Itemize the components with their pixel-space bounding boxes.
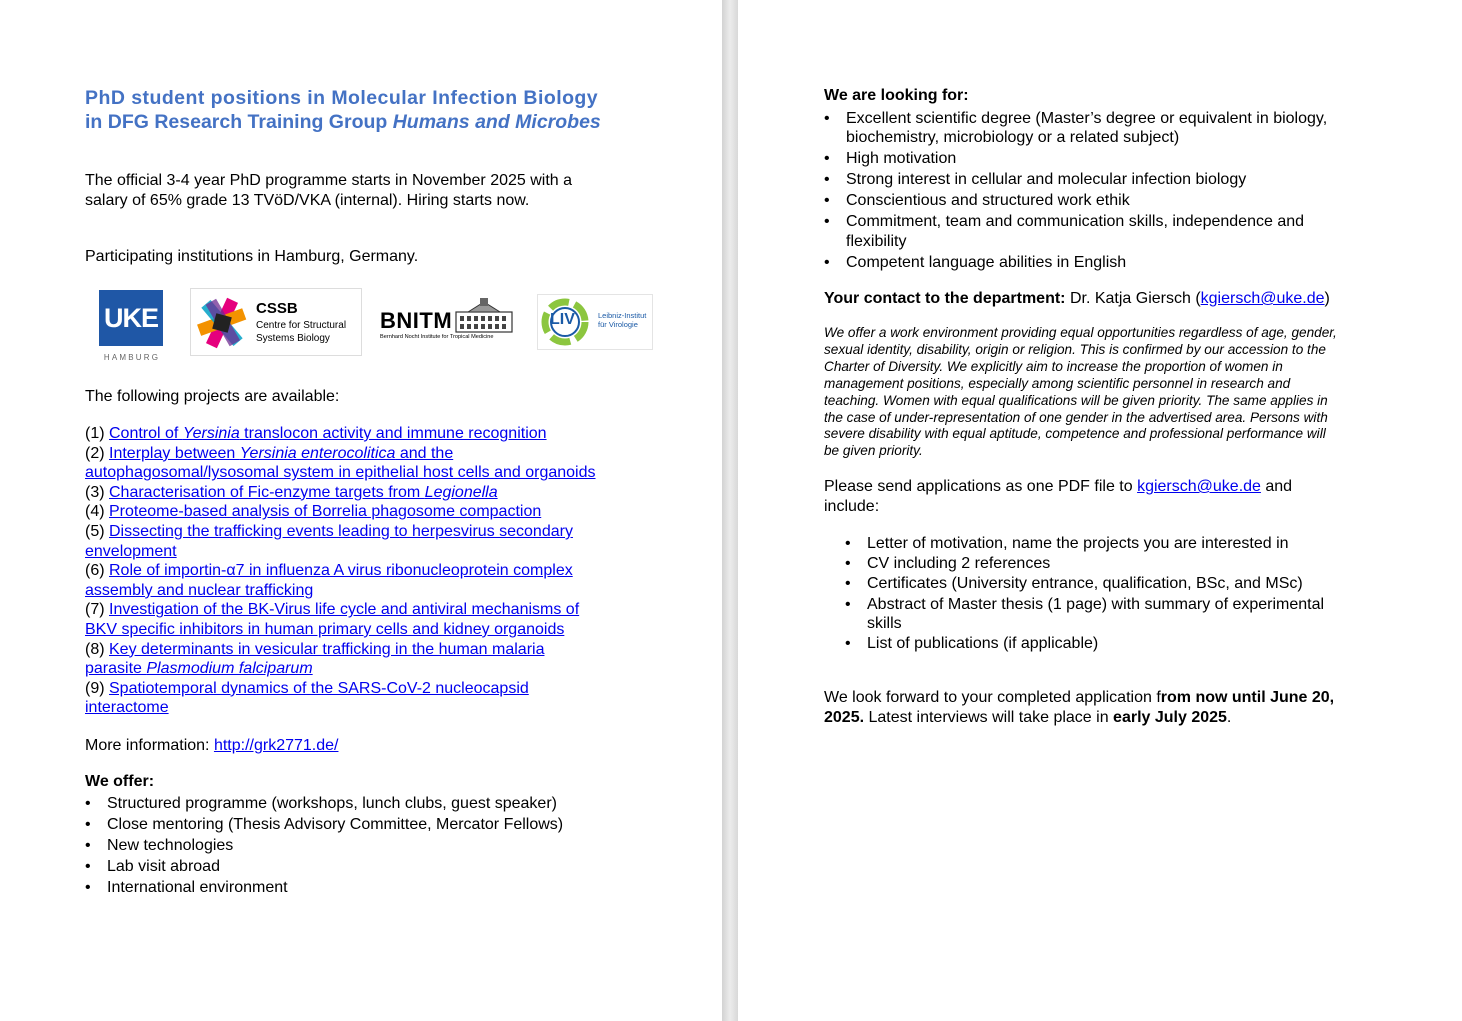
project-item: (5) Dissecting the trafficking events leading to herpesvirus secondary envelopment <box>85 522 573 560</box>
list-item: • List of publications (if applicable) <box>843 634 1403 654</box>
project-link[interactable]: Interplay between Yersinia enterocolitica and the <box>109 444 454 462</box>
apply-list <box>843 534 1403 654</box>
project-link[interactable]: Spatiotemporal dynamics of the SARS-CoV-2 nucleocapsid <box>109 679 529 697</box>
apply-email-link[interactable]: kgiersch@uke.de <box>1137 478 1261 495</box>
project-link-continued[interactable]: autophagosomal/lysosomal system in epithelial host cells and organoids <box>85 464 596 482</box>
contact-email-link[interactable]: kgiersch@uke.de <box>1200 290 1325 307</box>
project-link-continued[interactable]: parasite Plasmodium falciparum <box>85 660 313 678</box>
bnitm-building-icon <box>454 298 514 334</box>
project-item: (6) Role of importin-α7 in influenza A virus ribonucleoprotein complex assembly and nuclear trafficking <box>85 562 573 599</box>
list-item: • Close mentoring (Thesis Advisory Committee, Mercator Fellows) <box>85 815 685 835</box>
list-item: • Excellent scientific degree (Master’s degree or equivalent in biology, biochemistry, microbiology or a related subject) <box>824 109 1424 148</box>
intro-paragraph: The official 3-4 year PhD programme starts in November 2025 with a salary of 65% grade 13 TVöD/VKA (internal). Hiring starts now. <box>85 172 573 209</box>
page-title <box>85 86 645 134</box>
list-item: • Lab visit abroad <box>85 857 685 877</box>
bnitm-logo: BNITM Bernhard Nocht Institute for Tropical Medicine <box>378 296 516 346</box>
cssb-emblem-icon <box>196 296 248 350</box>
we-offer-section <box>85 772 685 897</box>
list-item: • CV including 2 references <box>843 554 1403 574</box>
title-line-2: in DFG Research Training Group Humans and Microbes <box>85 111 601 133</box>
list-item: • High motivation <box>824 149 1424 169</box>
apply-list-section <box>843 534 1403 654</box>
more-info: More information: http://grk2771.de/ <box>85 737 339 754</box>
list-item: • Commitment, team and communication skills, independence and flexibility <box>824 212 1424 251</box>
project-item: (8) Key determinants in vesicular trafficking in the human malaria parasite Plasmodium falciparum <box>85 640 545 678</box>
project-link[interactable]: Characterisation of Fic-enzyme targets from Legionella <box>109 483 498 501</box>
project-link-continued[interactable]: envelopment <box>85 542 177 560</box>
project-link[interactable]: Proteome-based analysis of Borrelia phagosome compaction <box>109 503 542 521</box>
project-item: (4) Proteome-based analysis of Borrelia phagosome compaction <box>85 503 542 521</box>
list-item: • Letter of motivation, name the projects you are interested in <box>843 534 1403 554</box>
list-item: • Strong interest in cellular and molecular infection biology <box>824 170 1424 190</box>
list-item: • Structured programme (workshops, lunch clubs, guest speaker) <box>85 794 685 814</box>
cssb-logo: CSSB Centre for Structural Systems Biology <box>190 288 362 356</box>
project-item: (1) Control of Yersinia translocon activity and immune recognition <box>85 425 547 442</box>
project-link-continued[interactable]: assembly and nuclear trafficking <box>85 581 314 599</box>
project-link[interactable]: Dissecting the trafficking events leading to herpesvirus secondary <box>109 522 573 540</box>
uke-logo: UKE HAMBURG <box>99 290 169 366</box>
closing-paragraph: We look forward to your completed application from now until June 20, 2025. Latest interviews will take place in early July 2025. <box>824 689 1335 726</box>
projects-list <box>85 424 705 718</box>
looking-for-section <box>824 86 1424 272</box>
apply-paragraph: Please send applications as one PDF file to kgiersch@uke.de and include: <box>824 478 1293 515</box>
participating-text: Participating institutions in Hamburg, Germany. <box>85 248 419 265</box>
title-line-1: PhD student positions in Molecular Infection Biology <box>85 87 599 109</box>
looking-for-list <box>824 109 1424 273</box>
list-item: • Competent language abilities in English <box>824 253 1424 273</box>
liv-logo: LIV Leibniz-Institut für Virologie <box>537 294 653 350</box>
project-item: (2) Interplay between Yersinia enterocolitica and the autophagosomal/lysosomal system in epithelial host cells and organoids <box>85 444 596 482</box>
project-item: (7) Investigation of the BK-Virus life cycle and antiviral mechanisms of BKV specific inhibitors in human primary cells and kidney organoids <box>85 601 580 638</box>
project-link-continued[interactable]: interactome <box>85 699 169 717</box>
list-item: • Certificates (University entrance, qualification, BSc, and MSc) <box>843 574 1403 594</box>
we-offer-heading: We offer: <box>85 773 155 790</box>
looking-for-heading: We are looking for: <box>824 87 969 104</box>
list-item: • Conscientious and structured work ethik <box>824 191 1424 211</box>
website-link[interactable]: http://grk2771.de/ <box>213 737 339 754</box>
diversity-statement: We offer a work environment providing equal opportunities regardless of age, gender, sexual identity, disability, origin or religion. This is confirmed by our accession to the Charter of Diversity. We explicitly aim to increase the proportion of women in management positions, especially among scientific personnel in research and teaching. Women with equal qualifications will be given priority. The same applies in the case of under-representation of one gender in the advertised area. Persons with severe disability with equal aptitude, competence and professional performance will be given priority. <box>824 325 1337 459</box>
document-page-right <box>738 0 1462 1021</box>
project-link[interactable]: Role of importin-α7 in influenza A virus ribonucleoprotein complex <box>109 562 573 580</box>
contact-line: Your contact to the department: Dr. Katja Giersch (kgiersch@uke.de) <box>824 290 1330 307</box>
project-link[interactable]: Investigation of the BK-Virus life cycle and antiviral mechanisms of <box>109 601 580 619</box>
we-offer-list <box>85 794 685 898</box>
project-link[interactable]: Control of Yersinia translocon activity and immune recognition <box>109 425 547 442</box>
page-gutter <box>722 0 738 1021</box>
projects-heading: The following projects are available: <box>85 388 340 405</box>
list-item: • International environment <box>85 878 685 898</box>
project-link-continued[interactable]: BKV specific inhibitors in human primary cells and kidney organoids <box>85 620 565 638</box>
list-item: • New technologies <box>85 836 685 856</box>
project-item: (9) Spatiotemporal dynamics of the SARS-CoV-2 nucleocapsid interactome <box>85 679 529 717</box>
list-item: • Abstract of Master thesis (1 page) with summary of experimental skills <box>843 595 1403 634</box>
document-page-left <box>0 0 722 1021</box>
project-link[interactable]: Key determinants in vesicular trafficking in the human malaria <box>109 640 545 658</box>
project-item: (3) Characterisation of Fic-enzyme targets from Legionella <box>85 483 498 501</box>
